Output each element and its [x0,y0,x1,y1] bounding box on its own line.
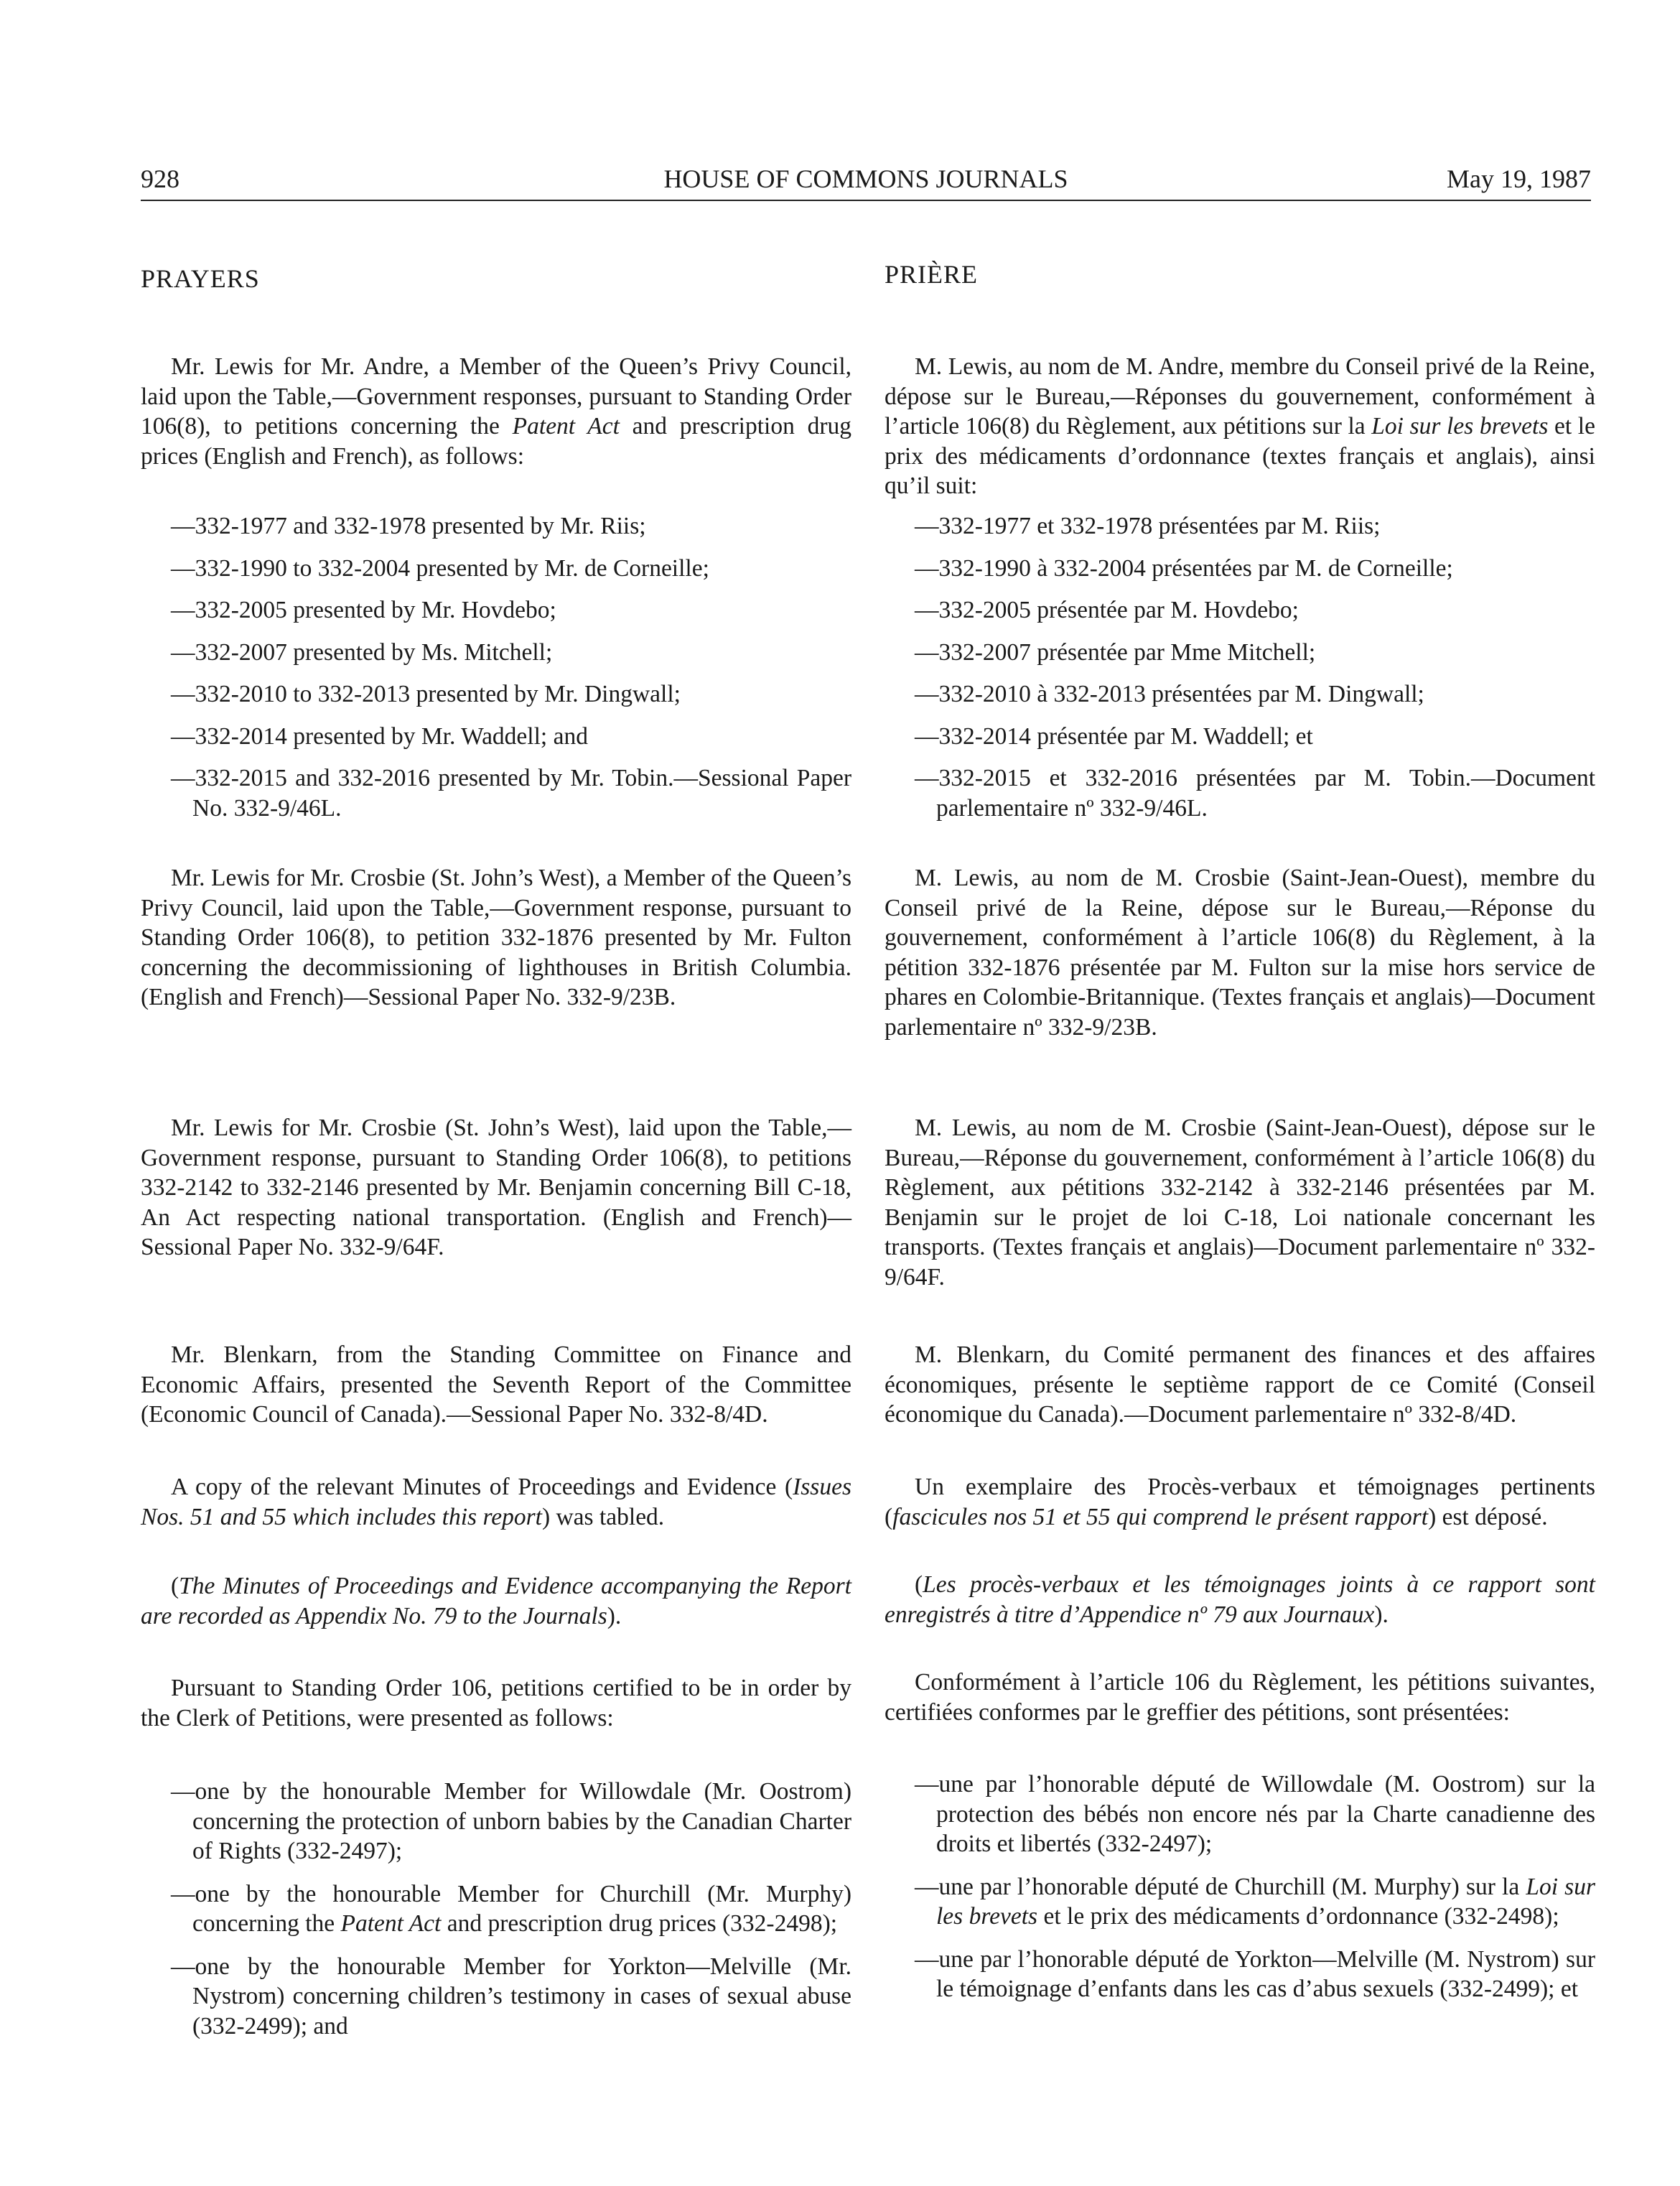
list-item: —332-1977 et 332-1978 présentées par M. Riis; [915,513,1381,539]
list-item: —332-2014 presented by Mr. Waddell; and [171,722,588,750]
journal-title: HOUSE OF COMMONS JOURNALS [663,164,1068,193]
petition-list [141,511,851,823]
paragraph-blenkarn-report: M. Blenkarn, du Comité permanent des finances et des affaires économiques, présente le septième rapport de ce Comité (Conseil économique du Canada).—Document parlementaire nº 332-8/4D. [885,1341,1595,1428]
paragraph-petitions-presented: Pursuant to Standing Order 106, petitions certified to be in order by the Clerk of Petitions, were presented as follows: [141,1675,851,1731]
list-item: —332-2010 to 332-2013 presented by Mr. Dingwall; [171,681,681,707]
petition-list [885,511,1595,823]
paragraph-crosbie-bill-c18: Mr. Lewis for Mr. Crosbie (St. John’s West), laid upon the Table,—Government response, pursuant to Standing Order 106(8), to petitions 332-2142 to 332-2146 presented by Mr. Benjamin concerning Bill C-18, An Act respecting national transportation. (English and French)—Sessional Paper No. 332-9/64F. [141,1115,851,1260]
paragraph-appendix-note: (Les procès-verbaux et les témoignages joints à ce rapport sont enregistrés à titre d’Appendice nº 79 aux Journaux). [885,1571,1595,1628]
list-item: —332-1990 à 332-2004 présentées par M. de Corneille; [915,554,1453,582]
list-item: —332-1977 and 332-1978 presented by Mr. Riis; [171,513,646,539]
list-item: —332-1990 to 332-2004 presented by Mr. de Corneille; [171,554,709,582]
paragraph-crosbie-lighthouses: Mr. Lewis for Mr. Crosbie (St. John’s West), a Member of the Queen’s Privy Council, laid upon the Table,—Government response, pursuant to Standing Order 106(8), to petition 332-1876 presented by Mr. Fulton concerning the decommissioning of lighthouses in British Columbia. (English and French)—Sessional Paper No. 332-9/23B. [141,865,851,1010]
list-item: —332-2014 présentée par M. Waddell; et [915,722,1313,750]
list-item: —332-2015 et 332-2016 présentées par M. Tobin.—Document parlementaire nº 332-9/46L. [915,765,1595,822]
list-item: —332-2005 présentée par M. Hovdebo; [915,597,1299,623]
paragraph-andre-responses: M. Lewis, au nom de M. Andre, membre du Conseil privé de la Reine, dépose sur le Bureau,—Réponses du gouvernement, conformément à l’article 106(8) du Règlement, aux pétitions sur la Loi sur les brevets et le prix des médicaments d’ordonnance (textes français et anglais), ainsi qu’il suit: [885,353,1595,499]
petitions-list [141,1777,851,2041]
list-item: —one by the honourable Member for Churchill (Mr. Murphy) concerning the Patent Act and prescription drug prices (332-2498); [171,1880,851,1937]
list-item: —une par l’honorable député de Yorkton—Melville (M. Nystrom) sur le témoignage d’enfants dans les cas d’abus sexuels (332-2499); et [915,1945,1595,2002]
paragraph-petitions-presented: Conformément à l’article 106 du Règlement, les pétitions suivantes, certifiées conformes par le greffier des pétitions, sont présentées: [885,1669,1595,1726]
list-item: —one by the honourable Member for Willowdale (Mr. Oostrom) concerning the protection of unborn babies by the Canadian Charter of Rights (332-2497); [171,1778,851,1864]
list-item: —une par l’honorable député de Churchill (M. Murphy) sur la Loi sur les brevets et le prix des médicaments d’ordonnance (332-2498); [915,1873,1595,1930]
paragraph-minutes-tabled: Un exemplaire des Procès-verbaux et témoignages pertinents (fascicules nos 51 et 55 qui comprend le présent rapport) est déposé. [885,1474,1595,1530]
list-item: —332-2005 presented by Mr. Hovdebo; [171,597,556,623]
list-item: —une par l’honorable député de Willowdale (M. Oostrom) sur la protection des bébés non encore nés par la Charte canadienne des droits et libertés (332-2497); [915,1771,1595,1857]
paragraph-crosbie-lighthouses: M. Lewis, au nom de M. Crosbie (Saint-Jean-Ouest), membre du Conseil privé de la Reine, dépose sur le Bureau,—Réponse du gouvernement, conformément à l’article 106(8) du Règlement, à la pétition 332-1876 présentée par M. Fulton sur la mise hors service de phares en Colombie-Britannique. (Textes français et anglais)—Document parlementaire nº 332-9/23B. [885,865,1595,1041]
paragraph-minutes-tabled: A copy of the relevant Minutes of Proceedings and Evidence (Issues Nos. 51 and 55 which includes this report) was tabled. [141,1474,851,1530]
page-number: 928 [141,164,179,193]
list-item: —332-2007 présentée par Mme Mitchell; [915,638,1316,666]
section-title-priere: PRIÈRE [885,260,979,289]
page-header [141,159,1591,201]
list-item: —one by the honourable Member for Yorkton—Melville (Mr. Nystrom) concerning children’s testimony in cases of sexual abuse (332-2499); and [171,1953,851,2040]
section-title-prayers: PRAYERS [141,264,260,293]
list-item: —332-2010 à 332-2013 présentées par M. Dingwall; [915,681,1424,707]
paragraph-text: Mr. Lewis for Mr. Andre, a Member of the Queen’s Privy Council, laid upon the Table,—Government responses, pursuant to Standing Order 106(8), to petitions concerning the Patent Act and prescription drug prices (English and French), as follows: [141,353,851,470]
paragraph-crosbie-bill-c18: M. Lewis, au nom de M. Crosbie (Saint-Jean-Ouest), dépose sur le Bureau,—Réponse du gouvernement, conformément à l’article 106(8) du Règlement, aux pétitions 332-2142 à 332-2146 présentées par M. Benjamin sur le projet de loi C-18, Loi nationale concernant les transports. (Textes français et anglais)—Document parlementaire nº 332-9/64F. [885,1115,1595,1290]
list-item: —332-2015 and 332-2016 presented by Mr. Tobin.—Sessional Paper No. 332-9/46L. [171,765,851,822]
list-item: —332-2007 presented by Ms. Mitchell; [171,638,553,666]
paragraph-blenkarn-report: Mr. Blenkarn, from the Standing Committee on Finance and Economic Affairs, presented the Seventh Report of the Committee (Economic Council of Canada).—Sessional Paper No. 332-8/4D. [141,1341,851,1428]
paragraph-appendix-note: (The Minutes of Proceedings and Evidence accompanying the Report are recorded as Appendix No. 79 to the Journals). [141,1573,851,1629]
paragraph-andre-responses [141,352,851,471]
petitions-list [885,1769,1595,2004]
journal-date: May 19, 1987 [1447,164,1591,193]
